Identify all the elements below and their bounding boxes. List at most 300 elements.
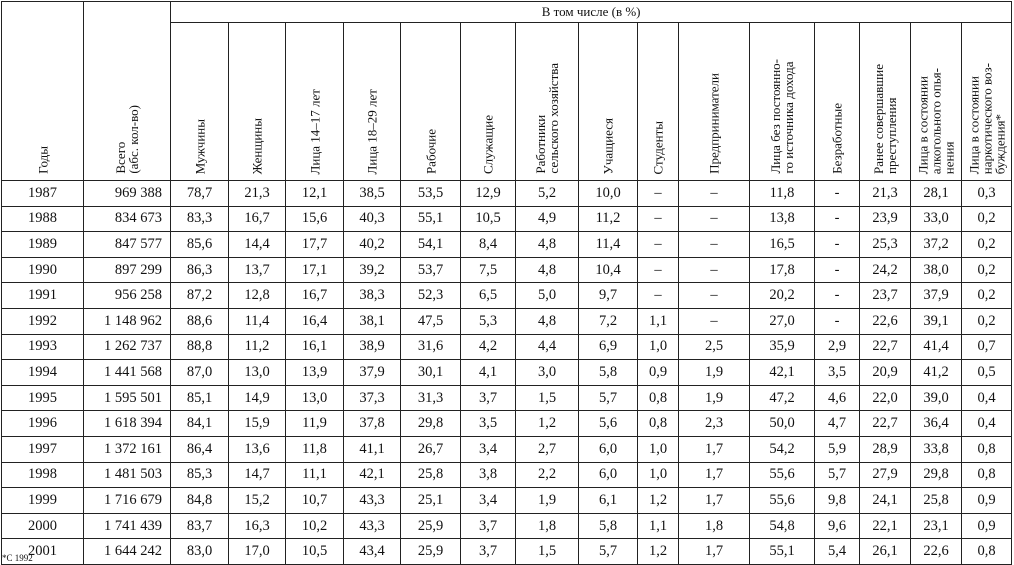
column-header-label: Лица 18–29 лет bbox=[364, 88, 380, 174]
percent-cell: 6,9 bbox=[579, 334, 638, 360]
percent-cell: 86,4 bbox=[171, 436, 229, 462]
column-header bbox=[2, 2, 84, 181]
percent-cell: – bbox=[679, 257, 750, 283]
percent-cell: 88,6 bbox=[171, 308, 229, 334]
percent-cell: 33,8 bbox=[911, 436, 962, 462]
column-header bbox=[344, 23, 401, 181]
column-header-label: Ранее совершавшие преступления bbox=[871, 63, 899, 174]
percent-cell: 22,6 bbox=[911, 539, 962, 565]
percent-cell: 0,2 bbox=[962, 308, 1012, 334]
column-header-label: Мужчины bbox=[192, 118, 207, 174]
percent-cell: 11,8 bbox=[286, 436, 344, 462]
total-cell: 1 716 679 bbox=[84, 488, 171, 514]
percent-cell: 20,9 bbox=[860, 360, 911, 386]
percent-cell: 27,0 bbox=[750, 308, 815, 334]
percent-cell: 30,1 bbox=[401, 360, 461, 386]
percent-cell: 5,8 bbox=[579, 513, 638, 539]
percent-cell: 8,4 bbox=[461, 232, 516, 258]
year-cell: 2000 bbox=[2, 513, 84, 539]
percent-cell: 22,7 bbox=[860, 334, 911, 360]
year-cell: 1997 bbox=[2, 436, 84, 462]
percent-cell: 6,0 bbox=[579, 462, 638, 488]
column-header-label: Лица в состоянии наркотического воз- буждения* bbox=[966, 62, 1008, 174]
percent-cell: 26,7 bbox=[401, 436, 461, 462]
percent-cell: 1,0 bbox=[638, 334, 679, 360]
percent-cell: 0,8 bbox=[962, 539, 1012, 565]
percent-cell: 4,2 bbox=[461, 334, 516, 360]
column-header-label: Лица в состоянии алкогольного опья- нения bbox=[915, 67, 957, 174]
percent-cell: 26,1 bbox=[860, 539, 911, 565]
percent-cell: 54,1 bbox=[401, 232, 461, 258]
percent-cell: 5,8 bbox=[579, 360, 638, 386]
percent-cell: 1,8 bbox=[679, 513, 750, 539]
percent-cell: – bbox=[638, 283, 679, 309]
percent-cell: 1,5 bbox=[516, 539, 579, 565]
percent-cell: - bbox=[815, 283, 860, 309]
percent-cell: 3,0 bbox=[516, 360, 579, 386]
column-header-label: Женщины bbox=[249, 117, 265, 174]
percent-cell: 55,6 bbox=[750, 488, 815, 514]
percent-cell: 3,4 bbox=[461, 488, 516, 514]
table-row bbox=[2, 360, 1012, 386]
percent-cell: 37,9 bbox=[911, 283, 962, 309]
percent-cell: 0,3 bbox=[962, 181, 1012, 207]
percent-cell: 4,8 bbox=[516, 308, 579, 334]
year-cell: 1988 bbox=[2, 206, 84, 232]
year-cell: 1994 bbox=[2, 360, 84, 386]
percent-cell: 17,1 bbox=[286, 257, 344, 283]
percent-cell: 3,4 bbox=[461, 436, 516, 462]
column-header-label: Студенты bbox=[650, 120, 666, 174]
year-cell: 1992 bbox=[2, 308, 84, 334]
percent-cell: 16,5 bbox=[750, 232, 815, 258]
percent-cell: 13,8 bbox=[750, 206, 815, 232]
percent-cell: 85,1 bbox=[171, 385, 229, 411]
percent-cell: 22,1 bbox=[860, 513, 911, 539]
percent-cell: 28,9 bbox=[860, 436, 911, 462]
percent-cell: 0,9 bbox=[962, 513, 1012, 539]
percent-cell: 83,7 bbox=[171, 513, 229, 539]
table-row bbox=[2, 462, 1012, 488]
percent-cell: 10,2 bbox=[286, 513, 344, 539]
percent-cell: 0,2 bbox=[962, 257, 1012, 283]
percent-cell: 23,7 bbox=[860, 283, 911, 309]
percent-cell: 42,1 bbox=[344, 462, 401, 488]
total-cell: 1 595 501 bbox=[84, 385, 171, 411]
percent-cell: 25,9 bbox=[401, 513, 461, 539]
percent-cell: 0,2 bbox=[962, 283, 1012, 309]
percent-cell: 5,7 bbox=[815, 462, 860, 488]
footnote: *С 1992 bbox=[2, 553, 33, 563]
percent-cell: - bbox=[815, 257, 860, 283]
percent-cell: 1,5 bbox=[516, 385, 579, 411]
percent-cell: – bbox=[638, 181, 679, 207]
percent-cell: 1,9 bbox=[516, 488, 579, 514]
percent-cell: 33,0 bbox=[911, 206, 962, 232]
percent-cell: – bbox=[679, 181, 750, 207]
year-cell: 1991 bbox=[2, 283, 84, 309]
total-cell: 1 644 242 bbox=[84, 539, 171, 565]
percent-cell: 14,7 bbox=[229, 462, 286, 488]
percent-cell: 29,8 bbox=[401, 411, 461, 437]
column-header bbox=[579, 23, 638, 181]
column-header-label: Всего (абс. кол-во) bbox=[113, 105, 141, 174]
percent-cell: 15,9 bbox=[229, 411, 286, 437]
percent-cell: – bbox=[638, 206, 679, 232]
column-header bbox=[84, 2, 171, 181]
percent-cell: 22,6 bbox=[860, 308, 911, 334]
table-body bbox=[2, 181, 1012, 565]
percent-cell: 11,2 bbox=[579, 206, 638, 232]
percent-cell: 47,5 bbox=[401, 308, 461, 334]
percent-cell: 5,7 bbox=[579, 385, 638, 411]
column-header-label: Служащие bbox=[480, 115, 496, 174]
table-row bbox=[2, 257, 1012, 283]
percent-cell: 1,7 bbox=[679, 436, 750, 462]
percent-cell: 17,8 bbox=[750, 257, 815, 283]
percent-cell: 1,8 bbox=[516, 513, 579, 539]
percent-cell: 1,9 bbox=[679, 385, 750, 411]
percent-cell: 52,3 bbox=[401, 283, 461, 309]
percent-cell: 4,7 bbox=[815, 411, 860, 437]
percent-cell: 3,7 bbox=[461, 539, 516, 565]
percent-cell: 2,3 bbox=[679, 411, 750, 437]
percent-cell: 0,8 bbox=[962, 436, 1012, 462]
total-cell: 897 299 bbox=[84, 257, 171, 283]
percent-cell: 4,1 bbox=[461, 360, 516, 386]
percent-cell: 39,2 bbox=[344, 257, 401, 283]
percent-cell: 55,1 bbox=[750, 539, 815, 565]
percent-cell: 31,6 bbox=[401, 334, 461, 360]
percent-cell: 5,7 bbox=[579, 539, 638, 565]
percent-cell: 16,1 bbox=[286, 334, 344, 360]
percent-cell: 0,4 bbox=[962, 385, 1012, 411]
percent-cell: 24,2 bbox=[860, 257, 911, 283]
percent-cell: 83,0 bbox=[171, 539, 229, 565]
percent-cell: 16,3 bbox=[229, 513, 286, 539]
percent-cell: 11,2 bbox=[229, 334, 286, 360]
percent-cell: 50,0 bbox=[750, 411, 815, 437]
percent-cell: 40,3 bbox=[344, 206, 401, 232]
percent-cell: – bbox=[638, 257, 679, 283]
percent-cell: 53,5 bbox=[401, 181, 461, 207]
percent-cell: 37,2 bbox=[911, 232, 962, 258]
percent-cell: 0,4 bbox=[962, 411, 1012, 437]
percent-cell: 39,0 bbox=[911, 385, 962, 411]
percent-cell: 85,3 bbox=[171, 462, 229, 488]
percent-cell: 1,7 bbox=[679, 462, 750, 488]
percent-cell: 10,0 bbox=[579, 181, 638, 207]
table-row bbox=[2, 385, 1012, 411]
percent-cell: 10,5 bbox=[286, 539, 344, 565]
percent-cell: 2,2 bbox=[516, 462, 579, 488]
percent-cell: 1,7 bbox=[679, 488, 750, 514]
percent-cell: 23,9 bbox=[860, 206, 911, 232]
percent-cell: 16,7 bbox=[286, 283, 344, 309]
table-row bbox=[2, 436, 1012, 462]
year-cell: 1998 bbox=[2, 462, 84, 488]
percent-cell: 88,8 bbox=[171, 334, 229, 360]
total-cell: 847 577 bbox=[84, 232, 171, 258]
percent-cell: 55,6 bbox=[750, 462, 815, 488]
percent-cell: – bbox=[638, 232, 679, 258]
percent-cell: 0,8 bbox=[638, 411, 679, 437]
percent-cell: 38,1 bbox=[344, 308, 401, 334]
percent-cell: 0,2 bbox=[962, 232, 1012, 258]
percent-cell: – bbox=[679, 308, 750, 334]
percent-cell: 1,7 bbox=[679, 539, 750, 565]
percent-cell: 13,9 bbox=[286, 360, 344, 386]
percent-cell: 2,7 bbox=[516, 436, 579, 462]
percent-cell: 4,8 bbox=[516, 232, 579, 258]
percent-cell: 41,2 bbox=[911, 360, 962, 386]
percent-cell: 87,0 bbox=[171, 360, 229, 386]
percent-cell: 84,1 bbox=[171, 411, 229, 437]
percent-cell: 6,5 bbox=[461, 283, 516, 309]
percent-cell: 0,7 bbox=[962, 334, 1012, 360]
percent-cell: 5,9 bbox=[815, 436, 860, 462]
percent-cell: 4,4 bbox=[516, 334, 579, 360]
table-row bbox=[2, 181, 1012, 207]
percent-cell: 12,1 bbox=[286, 181, 344, 207]
year-cell: 2001 bbox=[2, 539, 84, 565]
percent-cell: 5,4 bbox=[815, 539, 860, 565]
percent-cell: 0,2 bbox=[962, 206, 1012, 232]
percent-cell: 47,2 bbox=[750, 385, 815, 411]
percent-cell: 42,1 bbox=[750, 360, 815, 386]
percent-cell: 37,9 bbox=[344, 360, 401, 386]
percent-cell: – bbox=[679, 206, 750, 232]
percent-cell: 21,3 bbox=[860, 181, 911, 207]
percent-cell: 10,5 bbox=[461, 206, 516, 232]
percent-cell: 1,2 bbox=[638, 539, 679, 565]
column-header bbox=[286, 23, 344, 181]
percent-cell: 11,9 bbox=[286, 411, 344, 437]
column-header bbox=[911, 23, 962, 181]
percent-cell: 5,3 bbox=[461, 308, 516, 334]
percent-cell: 16,7 bbox=[229, 206, 286, 232]
percent-cell: 25,8 bbox=[911, 488, 962, 514]
total-cell: 1 441 568 bbox=[84, 360, 171, 386]
percent-cell: - bbox=[815, 232, 860, 258]
column-header bbox=[461, 23, 516, 181]
percent-cell: 13,0 bbox=[286, 385, 344, 411]
column-header-label: Учащиеся bbox=[600, 117, 616, 174]
percent-cell: 12,9 bbox=[461, 181, 516, 207]
percent-cell: 53,7 bbox=[401, 257, 461, 283]
percent-cell: 13,0 bbox=[229, 360, 286, 386]
percent-cell: 3,7 bbox=[461, 385, 516, 411]
column-header-label: Лица 14–17 лет bbox=[307, 88, 322, 174]
column-header bbox=[401, 23, 461, 181]
table-row bbox=[2, 206, 1012, 232]
year-cell: 1996 bbox=[2, 411, 84, 437]
percent-cell: 3,7 bbox=[461, 513, 516, 539]
percent-cell: 25,3 bbox=[860, 232, 911, 258]
percent-cell: 5,2 bbox=[516, 181, 579, 207]
header-row-top bbox=[2, 2, 1012, 23]
percent-cell: 38,3 bbox=[344, 283, 401, 309]
column-header-label: Годы bbox=[35, 146, 50, 174]
column-header-label: Работники сельского хозяйства bbox=[533, 63, 561, 174]
percent-cell: 29,8 bbox=[911, 462, 962, 488]
table-row bbox=[2, 488, 1012, 514]
percent-cell: 83,3 bbox=[171, 206, 229, 232]
year-cell: 1999 bbox=[2, 488, 84, 514]
percent-cell: 25,8 bbox=[401, 462, 461, 488]
percent-cell: 4,8 bbox=[516, 257, 579, 283]
percent-cell: 1,0 bbox=[638, 462, 679, 488]
total-cell: 1 372 161 bbox=[84, 436, 171, 462]
percent-cell: – bbox=[679, 232, 750, 258]
percent-cell: 7,2 bbox=[579, 308, 638, 334]
percent-cell: 5,0 bbox=[516, 283, 579, 309]
percent-cell: 0,9 bbox=[962, 488, 1012, 514]
percent-cell: 1,1 bbox=[638, 513, 679, 539]
percent-cell: 40,2 bbox=[344, 232, 401, 258]
percent-cell: 3,8 bbox=[461, 462, 516, 488]
percent-cell: 16,4 bbox=[286, 308, 344, 334]
percent-cell: 84,8 bbox=[171, 488, 229, 514]
column-header-label: Лица без постоянно- го источника дохода bbox=[768, 59, 796, 174]
percent-cell: 20,2 bbox=[750, 283, 815, 309]
percent-cell: 35,9 bbox=[750, 334, 815, 360]
percent-cell: 9,7 bbox=[579, 283, 638, 309]
table-row bbox=[2, 308, 1012, 334]
total-cell: 1 481 503 bbox=[84, 462, 171, 488]
column-header bbox=[229, 23, 286, 181]
table-row bbox=[2, 539, 1012, 565]
percent-cell: 1,2 bbox=[638, 488, 679, 514]
percent-cell: 17,7 bbox=[286, 232, 344, 258]
percent-cell: 25,9 bbox=[401, 539, 461, 565]
percent-cell: 3,5 bbox=[815, 360, 860, 386]
percent-cell: - bbox=[815, 181, 860, 207]
year-cell: 1990 bbox=[2, 257, 84, 283]
percent-cell: 43,3 bbox=[344, 513, 401, 539]
percent-cell: 10,4 bbox=[579, 257, 638, 283]
percent-cell: 25,1 bbox=[401, 488, 461, 514]
percent-cell: - bbox=[815, 206, 860, 232]
column-header bbox=[638, 23, 679, 181]
column-header bbox=[815, 23, 860, 181]
total-cell: 1 618 394 bbox=[84, 411, 171, 437]
percent-cell: 13,6 bbox=[229, 436, 286, 462]
percent-cell: 37,3 bbox=[344, 385, 401, 411]
percent-cell: – bbox=[679, 283, 750, 309]
percent-cell: 0,8 bbox=[962, 462, 1012, 488]
table-row bbox=[2, 232, 1012, 258]
percent-cell: 5,6 bbox=[579, 411, 638, 437]
table-row bbox=[2, 283, 1012, 309]
percent-cell: 37,8 bbox=[344, 411, 401, 437]
super-header: В том числе (в %) bbox=[171, 2, 1012, 23]
percent-cell: 2,9 bbox=[815, 334, 860, 360]
percent-cell: 22,0 bbox=[860, 385, 911, 411]
percent-cell: 85,6 bbox=[171, 232, 229, 258]
column-header-label: Безработные bbox=[829, 103, 845, 174]
percent-cell: 1,0 bbox=[638, 436, 679, 462]
percent-cell: 0,8 bbox=[638, 385, 679, 411]
percent-cell: 39,1 bbox=[911, 308, 962, 334]
percent-cell: 38,0 bbox=[911, 257, 962, 283]
total-cell: 1 741 439 bbox=[84, 513, 171, 539]
percent-cell: 38,9 bbox=[344, 334, 401, 360]
percent-cell: 11,8 bbox=[750, 181, 815, 207]
percent-cell: 24,1 bbox=[860, 488, 911, 514]
percent-cell: 14,4 bbox=[229, 232, 286, 258]
percent-cell: 13,7 bbox=[229, 257, 286, 283]
percent-cell: 43,4 bbox=[344, 539, 401, 565]
column-header-label: Предприниматели bbox=[706, 73, 722, 174]
percent-cell: 54,8 bbox=[750, 513, 815, 539]
percent-cell: 55,1 bbox=[401, 206, 461, 232]
column-header bbox=[679, 23, 750, 181]
percent-cell: 31,3 bbox=[401, 385, 461, 411]
percent-cell: 41,4 bbox=[911, 334, 962, 360]
percent-cell: 17,0 bbox=[229, 539, 286, 565]
table-row bbox=[2, 411, 1012, 437]
percent-cell: 22,7 bbox=[860, 411, 911, 437]
percent-cell: 78,7 bbox=[171, 181, 229, 207]
column-header-label: Рабочие bbox=[423, 128, 438, 174]
percent-cell: 2,5 bbox=[679, 334, 750, 360]
percent-cell: 1,2 bbox=[516, 411, 579, 437]
percent-cell: 54,2 bbox=[750, 436, 815, 462]
percent-cell: 3,5 bbox=[461, 411, 516, 437]
percent-cell: 27,9 bbox=[860, 462, 911, 488]
percent-cell: 9,8 bbox=[815, 488, 860, 514]
percent-cell: 14,9 bbox=[229, 385, 286, 411]
percent-cell: 38,5 bbox=[344, 181, 401, 207]
column-header bbox=[860, 23, 911, 181]
percent-cell: 6,0 bbox=[579, 436, 638, 462]
percent-cell: 87,2 bbox=[171, 283, 229, 309]
table-row bbox=[2, 334, 1012, 360]
percent-cell: 4,9 bbox=[516, 206, 579, 232]
percent-cell: 4,6 bbox=[815, 385, 860, 411]
percent-cell: 1,1 bbox=[638, 308, 679, 334]
column-header bbox=[516, 23, 579, 181]
year-cell: 1995 bbox=[2, 385, 84, 411]
percent-cell: 41,1 bbox=[344, 436, 401, 462]
percent-cell: 10,7 bbox=[286, 488, 344, 514]
percent-cell: 7,5 bbox=[461, 257, 516, 283]
percent-cell: 0,5 bbox=[962, 360, 1012, 386]
percent-cell: 11,1 bbox=[286, 462, 344, 488]
percent-cell: 36,4 bbox=[911, 411, 962, 437]
total-cell: 1 148 962 bbox=[84, 308, 171, 334]
total-cell: 1 262 737 bbox=[84, 334, 171, 360]
percent-cell: 15,2 bbox=[229, 488, 286, 514]
crime-statistics-table bbox=[1, 1, 1012, 565]
column-header bbox=[962, 23, 1012, 181]
percent-cell: 1,9 bbox=[679, 360, 750, 386]
table-row bbox=[2, 513, 1012, 539]
percent-cell: 21,3 bbox=[229, 181, 286, 207]
year-cell: 1989 bbox=[2, 232, 84, 258]
year-cell: 1993 bbox=[2, 334, 84, 360]
percent-cell: - bbox=[815, 308, 860, 334]
percent-cell: 43,3 bbox=[344, 488, 401, 514]
percent-cell: 11,4 bbox=[579, 232, 638, 258]
total-cell: 834 673 bbox=[84, 206, 171, 232]
total-cell: 969 388 bbox=[84, 181, 171, 207]
percent-cell: 9,6 bbox=[815, 513, 860, 539]
column-header bbox=[750, 23, 815, 181]
percent-cell: 86,3 bbox=[171, 257, 229, 283]
percent-cell: 23,1 bbox=[911, 513, 962, 539]
